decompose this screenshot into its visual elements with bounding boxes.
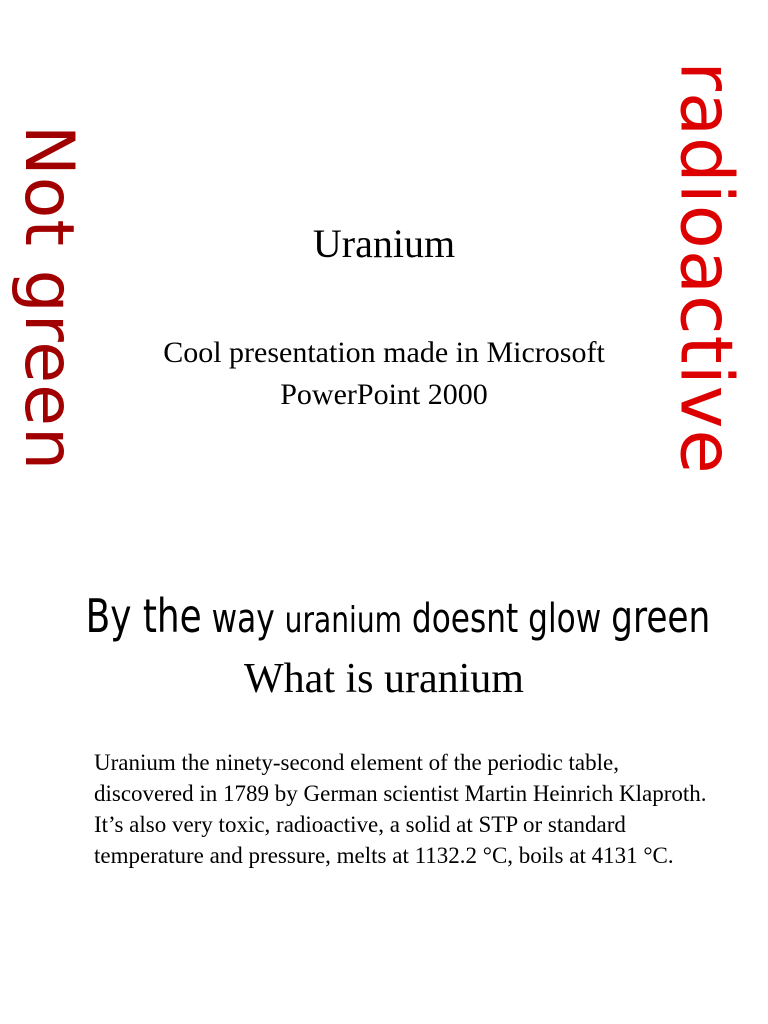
body-paragraph: Uranium the ninety-second element of the periodic table, discovered in 1789 by German scientist Martin Heinrich Klaproth. It’s also very toxic, radioactive, a solid at STP or standard temperature and pressure, melts at 1132.2 °C, boils at 4131 °C.	[94, 750, 707, 868]
side-text-left	[9, 50, 88, 545]
not-green-text: Not green	[9, 124, 88, 471]
banner-word: By the	[85, 589, 202, 643]
banner-word: way	[211, 596, 275, 642]
banner-word: doesnt glow	[411, 596, 602, 642]
radioactive-text: radioactive	[665, 61, 750, 475]
banner-word: uranium	[284, 600, 402, 641]
section-heading: What is uranium	[244, 656, 524, 702]
slide-subtitle: Cool presentation made in Microsoft PowerPoint 2000	[163, 336, 605, 411]
banner-text	[85, 586, 711, 651]
slide-title: Uranium	[312, 221, 456, 266]
banner-word: green	[611, 592, 711, 643]
